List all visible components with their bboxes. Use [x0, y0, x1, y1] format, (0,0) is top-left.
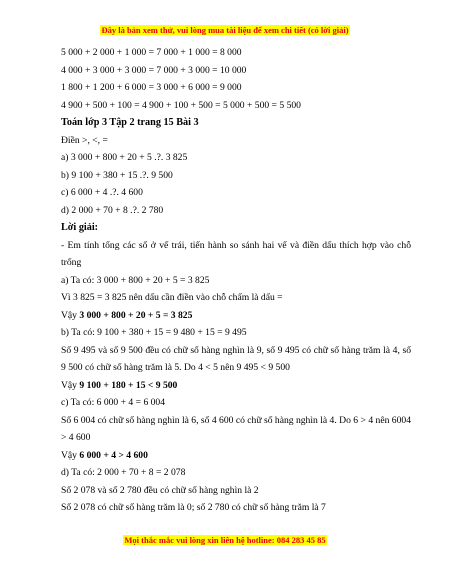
- solution-a-calc: a) Ta có: 3 000 + 800 + 20 + 5 = 3 825: [61, 274, 210, 286]
- solution-b-reason: Số 9 495 và số 9 500 đều có chữ số hàng nghìn là 9, số 9 495 có chữ số hàng trăm là 4, số 9 500 có chữ số hàng trăm là 5. Do 4 < 5 nên 9 495 < 9 500: [61, 344, 411, 373]
- question-d: d) 2 000 + 70 + 8 .?. 2 780: [61, 204, 164, 216]
- calc-line: 4 900 + 500 + 100 = 4 900 + 100 + 500 = 5 000 + 500 = 5 500: [61, 99, 301, 111]
- answer-expression: 6 000 + 4 > 4 600: [79, 449, 148, 461]
- solution-d-line1: Số 2 078 và số 2 780 đều có chữ số hàng nghìn là 2: [61, 484, 259, 496]
- calc-line: 4 000 + 3 000 + 3 000 = 7 000 + 3 000 = 10 000: [61, 64, 247, 76]
- question-c: c) 6 000 + 4 .?. 4 600: [61, 187, 143, 198]
- solution-c-calc: c) Ta có: 6 000 + 4 = 6 004: [61, 397, 166, 408]
- question-b: b) 9 100 + 380 + 15 .?. 9 500: [61, 169, 173, 181]
- preview-banner-text: Đây là bản xem thử, vui lòng mua tài liệu để xem chi tiết (có lời giải): [101, 25, 349, 35]
- solution-d-calc: d) Ta có: 2 000 + 70 + 8 = 2 078: [61, 467, 186, 478]
- hotline-text: Mọi thắc mắc vui lòng xin liên hệ hotline: 084 283 45 85: [124, 535, 326, 545]
- document-body: [61, 44, 411, 517]
- answer-prefix: Vậy: [61, 379, 80, 391]
- solution-c-answer: [61, 447, 411, 465]
- answer-expression: 9 100 + 180 + 15 < 9 500: [79, 379, 178, 391]
- preview-banner: [0, 25, 450, 35]
- answer-prefix: Vậy: [61, 309, 80, 321]
- question-a: a) 3 000 + 800 + 20 + 5 .?. 3 825: [61, 152, 188, 163]
- solution-c-reason: Số 6 004 có chữ số hàng nghìn là 6, số 4 600 có chữ số hàng nghìn là 4. Do 6 > 4 nên 6004 > 4 600: [61, 414, 411, 443]
- solution-a-reason: Vì 3 825 = 3 825 nên dấu cần điền vào chỗ chấm là dấu =: [61, 292, 283, 303]
- solution-a-answer: [61, 307, 411, 325]
- solution-d-line2: Số 2 078 có chữ số hàng trăm là 0; số 2 780 có chữ số hàng trăm là 7: [61, 502, 326, 513]
- hotline-banner: [0, 535, 450, 545]
- solution-b-calc: b) Ta có: 9 100 + 380 + 15 = 9 480 + 15 = 9 495: [61, 327, 247, 338]
- solution-heading: Lời giải:: [61, 222, 99, 233]
- calc-line: 5 000 + 2 000 + 1 000 = 7 000 + 1 000 = 8 000: [61, 47, 242, 58]
- answer-expression: 3 000 + 800 + 20 + 5 = 3 825: [79, 309, 193, 321]
- calc-line: 1 800 + 1 200 + 6 000 = 3 000 + 6 000 = 9 000: [61, 82, 242, 93]
- solution-b-answer: [61, 377, 411, 395]
- solution-intro: - Em tính tổng các số ở vế trái, tiến hành so sánh hai vế và điền dấu thích hợp vào chỗ trống: [61, 239, 411, 268]
- exercise-instruction: Điền >, <, =: [61, 134, 108, 146]
- exercise-title: Toán lớp 3 Tập 2 trang 15 Bài 3: [61, 117, 199, 128]
- answer-prefix: Vậy: [61, 449, 80, 461]
